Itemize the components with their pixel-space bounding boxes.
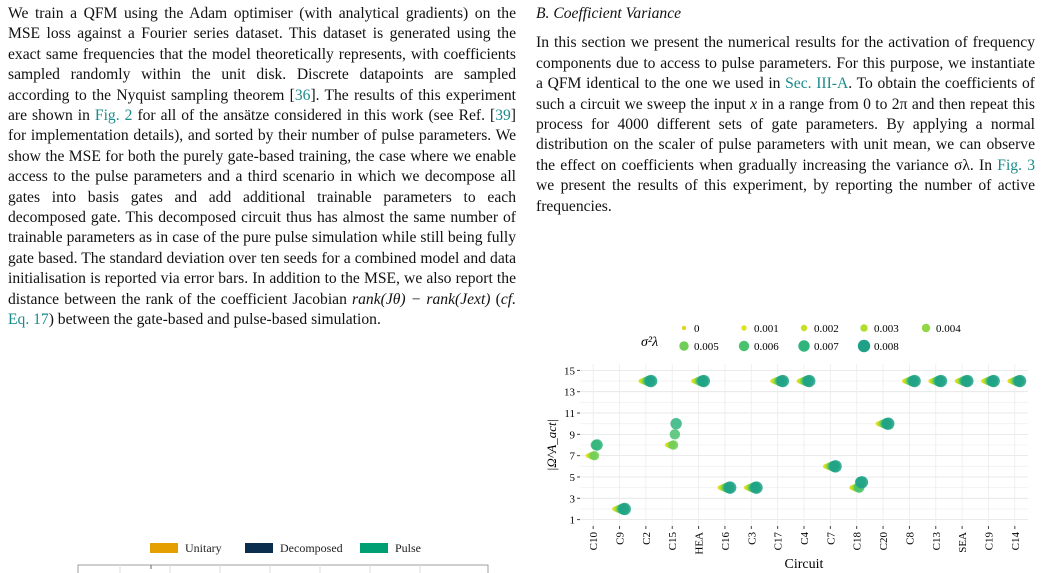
x-tick-label: HEA — [693, 532, 706, 555]
x-tick-label: C10 — [588, 532, 601, 551]
data-point — [829, 460, 841, 472]
body-paragraph-left: We train a QFM using the Adam optimiser (with analytical gradients) on the MSE loss against a Fourier series dataset. This dataset is generated using the exact same frequencies that the model theoretically represents, with coefficients sampled randomly within the unit disk. Discrete datapoints are sampled according to the Nyquist sampling theorem [36]. The results of this experiment are shown in Fig. 2 for all of the ansätze considered in this work (see Ref. [39] for implementation details), and sorted by their number of pulse parameters. We show the MSE for both the purely gate-based training, the case where we enable access to the pulse parameters and a third scenario in which we decompose all gates into basis gates and add additional trainable parameters to each decomposed gate. This decomposed circuit thus has almost the same number of trainable parameters as in case of the pure pulse simulation while still being fully gate based. The standard deviation over ten seeds for a combined model and data initialisation is reported via error bars. In addition to the MSE, we also report the distance between the rank of the coefficient Jacobian rank(Jθ) − rank(Jext) (cf. Eq. 17) between the gate-based and pulse-based simulation. — [8, 5, 517, 329]
y-axis — [564, 365, 580, 526]
legend-swatch — [858, 340, 870, 352]
figure-2-fragment — [70, 535, 500, 573]
legend-label: 0.003 — [874, 323, 899, 335]
data-point — [987, 375, 999, 387]
x-tick-label: SEA — [957, 532, 970, 553]
data-point — [935, 375, 947, 387]
data-point — [803, 375, 815, 387]
x-tick-label: C16 — [719, 532, 732, 551]
data-point — [1014, 375, 1026, 387]
section-heading: B. Coefficient Variance — [536, 5, 682, 22]
data-point — [698, 375, 710, 387]
section-link[interactable]: Sec. III-A — [785, 75, 849, 93]
x-tick-label: C17 — [772, 532, 785, 551]
legend-label-unitary: Unitary — [185, 541, 222, 555]
legend-swatch — [798, 340, 809, 351]
legend-label-pulse: Pulse — [395, 541, 422, 555]
legend-label: 0.002 — [814, 323, 839, 335]
x-tick-label: C20 — [878, 532, 891, 551]
data-point — [856, 476, 868, 488]
x-tick-label: C18 — [851, 532, 864, 551]
legend-swatch — [741, 325, 746, 330]
data-point — [670, 418, 681, 429]
figure-3-chart — [536, 316, 1036, 573]
body-paragraph-right: In this section we present the numerical results for the activation of frequency components due to access to pulse parameters. For this purpose, we instantiate a QFM identical to the one we used in Sec. III-A. To obtain the coefficients of such a circuit we sweep the input x in a range from 0 to 2π and then repeat this process for 4000 different sets of gate parameters. By applying a normal distribution on the scaler of pulse parameters with unit mean, we can observe the effect on coefficients when gradually increasing the variance σλ. In Fig. 3 we present the results of this experiment, by reporting the number of active frequencies. — [536, 34, 1035, 215]
legend-label-decomposed: Decomposed — [280, 541, 343, 555]
data-point — [750, 481, 762, 493]
x-tick-label: C14 — [1009, 532, 1022, 551]
legend-swatch — [679, 341, 688, 350]
figure-link-fig2[interactable]: Fig. 2 — [94, 107, 133, 125]
y-tick-label: 1 — [569, 514, 575, 527]
data-point — [669, 440, 678, 449]
x-axis — [588, 526, 1022, 555]
x-tick-label: C2 — [640, 532, 653, 545]
rank-expression: rank(Jθ) − rank(Jext) — [352, 290, 491, 308]
legend-swatch-decomposed — [245, 543, 273, 553]
legend-label: 0.005 — [694, 341, 719, 353]
plot-frame-top — [78, 565, 488, 573]
legend — [679, 323, 961, 353]
x-tick-label: C8 — [904, 532, 917, 545]
data-point — [670, 429, 680, 439]
y-tick-label: 15 — [564, 365, 575, 378]
legend-swatch-pulse — [360, 543, 388, 553]
legend-label: 0.008 — [874, 341, 899, 353]
data-point — [724, 481, 736, 493]
y-tick-label: 7 — [569, 450, 575, 463]
x-tick-label: C4 — [799, 532, 811, 545]
legend-swatch — [801, 325, 807, 331]
y-tick-label: 5 — [569, 471, 575, 484]
citation-link-36[interactable]: 36 — [294, 86, 311, 104]
legend-swatch — [860, 324, 867, 331]
x-tick-label: C9 — [614, 532, 627, 545]
legend-label: 0.004 — [936, 323, 961, 335]
x-tick-label: C13 — [930, 532, 943, 551]
left-column — [8, 4, 516, 331]
data-point — [908, 375, 920, 387]
equation-link-17[interactable]: Eq. 17 — [8, 311, 49, 329]
legend-label: 0.007 — [814, 341, 839, 353]
data-point — [777, 375, 789, 387]
x-axis-label: Circuit — [784, 557, 824, 572]
citation-link-39[interactable]: 39 — [495, 107, 511, 125]
y-tick-label: 3 — [569, 493, 575, 506]
data-point — [591, 439, 602, 450]
y-axis-label: |Ω^A_act| — [544, 418, 559, 472]
y-tick-label: 13 — [564, 386, 575, 399]
figure-link-fig3[interactable]: Fig. 3 — [997, 156, 1035, 174]
legend-swatch — [922, 324, 930, 332]
x-tick-label: C3 — [746, 532, 759, 545]
legend-swatch — [739, 341, 749, 351]
data-point — [619, 503, 631, 515]
right-column — [536, 4, 1035, 217]
legend-label: 0 — [694, 323, 700, 335]
x-tick-label: C19 — [983, 532, 996, 551]
legend-swatch-unitary — [150, 543, 178, 553]
legend-title: σ²λ — [641, 335, 659, 350]
legend-swatch — [682, 326, 686, 330]
data-point — [645, 375, 657, 387]
x-tick-label: C7 — [825, 532, 838, 545]
y-tick-label: 9 — [569, 429, 575, 442]
data-point — [590, 451, 599, 460]
data-point — [882, 417, 894, 429]
data-point — [961, 375, 973, 387]
legend-label: 0.006 — [754, 341, 779, 353]
y-tick-label: 11 — [564, 408, 575, 421]
x-tick-label: C15 — [667, 532, 680, 551]
legend-label: 0.001 — [754, 323, 779, 335]
